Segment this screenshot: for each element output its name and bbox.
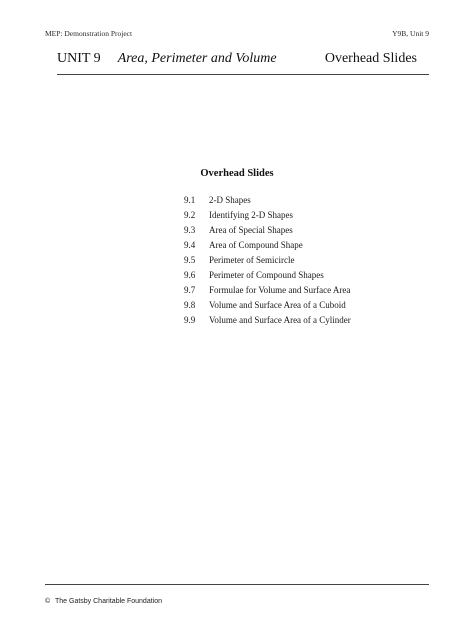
list-item [184,267,351,282]
list-item [184,297,351,312]
list-item [184,252,351,267]
slide-number: 9.9 [184,314,196,325]
slide-number: 9.8 [184,299,196,310]
slide-title: Perimeter of Compound Shapes [209,269,324,280]
footer-text: The Gatsby Charitable Foundation [55,598,163,605]
slide-number: 9.7 [184,284,196,295]
slide-title: Formulae for Volume and Surface Area [209,284,351,295]
slide-number: 9.3 [184,224,196,235]
list-item [184,192,351,207]
list-item [184,237,351,252]
list-item [184,222,351,237]
running-header-unit: Y9B, Unit 9 [392,29,429,38]
slide-title: Volume and Surface Area of a Cuboid [209,299,346,310]
footer-divider [45,584,429,585]
slide-number: 9.4 [184,239,196,250]
header-divider [57,74,429,75]
unit-label: UNIT 9 [57,51,101,66]
footer [45,598,162,605]
slide-title: Identifying 2-D Shapes [209,209,293,220]
contents-heading: Overhead Slides [200,168,274,179]
slide-title: Volume and Surface Area of a Cylinder [209,314,351,325]
slide-number: 9.2 [184,209,196,220]
slide-title: Area of Special Shapes [209,224,293,235]
slide-number: 9.5 [184,254,196,265]
slide-title: 2-D Shapes [209,194,251,205]
copyright-icon: © [45,598,51,605]
unit-section-title: Overhead Slides [324,51,417,66]
slide-list [184,192,351,327]
list-item [184,312,351,327]
slide-title: Perimeter of Semicircle [209,254,295,265]
list-item [184,282,351,297]
running-header-project: MEP: Demonstration Project [45,29,133,38]
slide-number: 9.6 [184,269,196,280]
slide-number: 9.1 [184,194,196,205]
unit-topic: Area, Perimeter and Volume [117,51,277,66]
slide-title: Area of Compound Shape [209,239,303,250]
unit-title-row [57,51,417,71]
list-item [184,207,351,222]
